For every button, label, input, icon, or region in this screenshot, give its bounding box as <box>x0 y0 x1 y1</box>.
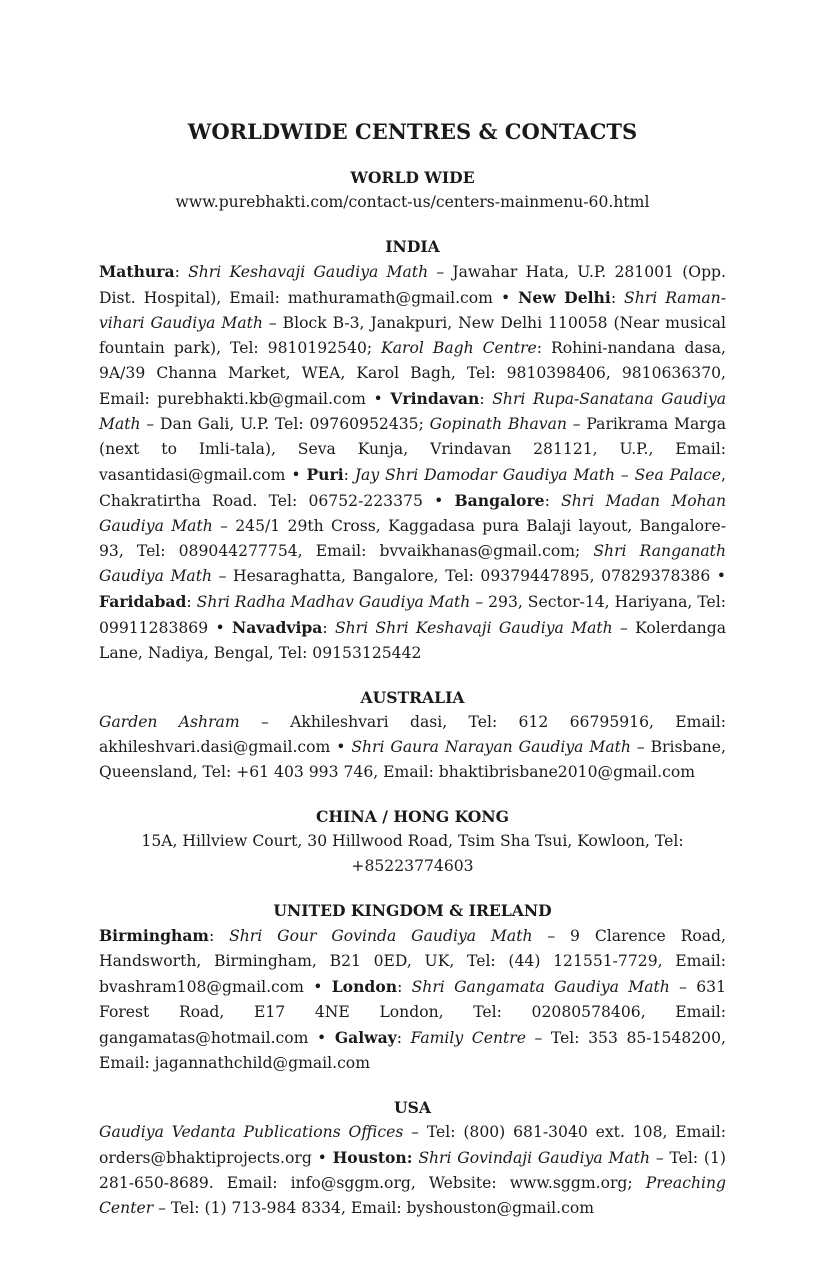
centre-name: Shri Shri Keshavaji Gaudiya Math <box>334 619 613 637</box>
city-name: Bangalore <box>454 491 545 510</box>
region-contacts <box>99 710 726 785</box>
region-heading: CHINA / HONG KONG <box>316 807 509 826</box>
page-title: WORLDWIDE CENTRES & CONTACTS <box>187 119 638 144</box>
centre-name: Shri Ranganath Gaudiya Math <box>99 542 726 585</box>
centre-name: Shri Madan Mohan Gaudiya Math <box>99 492 727 535</box>
city-name: Puri <box>306 465 344 484</box>
contact-text: : <box>479 390 493 408</box>
regions-list <box>99 234 726 1221</box>
centre-name: Shri Rupa-Sanatana Gaudiya Math <box>99 390 726 433</box>
centre-name: Preaching Center <box>99 1174 726 1217</box>
contact-text: : <box>343 466 355 484</box>
centre-name: Garden Ashram <box>99 713 240 731</box>
contact-text: – Tel: 353 85-1548200, Email: jagannathchild@gmail.com <box>99 1029 726 1072</box>
region-section <box>99 898 726 1076</box>
region-heading: UNITED KINGDOM & IRELAND <box>273 901 552 920</box>
region-section <box>99 685 726 785</box>
contact-text: : <box>322 619 335 637</box>
region-heading: USA <box>394 1098 431 1117</box>
region-contacts <box>99 829 726 879</box>
centre-name: Gaudiya Vedanta Publications Offices <box>99 1123 404 1141</box>
city-name: Galway <box>334 1028 397 1047</box>
contact-text: – Tel: (1) 713-984 8334, Email: byshouston@gmail.com <box>153 1199 594 1217</box>
centre-name: Jay Shri Damodar Gaudiya Math – Sea Palace <box>354 466 722 484</box>
city-name: New Delhi <box>518 288 611 307</box>
worldwide-heading: WORLD WIDE <box>350 168 475 187</box>
contact-text: – Akhileshvari dasi, Tel: 612 66795916, Email: akhileshvari.dasi@gmail.com • <box>99 713 726 756</box>
contact-text: – Brisbane, Queensland, Tel: +61 403 993 746, Email: bhaktibrisbane2010@gmail.com <box>99 738 726 781</box>
centre-name: Karol Bagh Centre <box>381 339 537 357</box>
contact-text: – Hesaraghatta, Bangalore, Tel: 09379447895, 07829378386 • <box>212 567 727 585</box>
contact-text: : <box>396 1029 411 1047</box>
contact-text: 15A, Hillview Court, 30 Hillwood Road, Tsim Sha Tsui, Kowloon, Tel: +85223774603 <box>141 832 684 875</box>
contact-text: : <box>208 927 230 945</box>
contact-text: : <box>186 593 197 611</box>
contact-text: – 9 Clarence Road, Handsworth, Birmingham, B21 0ED, UK, Tel: (44) 121551-7729, Email: bvashram108@gmail.com • <box>99 927 726 996</box>
city-name: Mathura <box>99 262 175 281</box>
contact-text: – Kolerdanga Lane, Nadiya, Bengal, Tel: 09153125442 <box>99 619 726 662</box>
centre-name: Shri Gaura Narayan Gaudiya Math <box>351 738 631 756</box>
contact-text: – 293, Sector-14, Hariyana, Tel: 09911283869 • <box>99 593 726 637</box>
centre-name: Shri Keshavaji Gaudiya Math <box>188 263 429 281</box>
region-section <box>99 234 726 666</box>
contact-text: – 631 Forest Road, E17 4NE London, Tel: 02080578406, Email: gangamatas@hotmail.com • <box>99 978 726 1047</box>
contact-text: – Block B-3, Janakpuri, New Delhi 110058 (Near musical fountain park), Tel: 9810192540; <box>99 314 727 357</box>
region-heading: AUSTRALIA <box>360 688 465 707</box>
centre-name: Shri Gangamata Gaudiya Math <box>411 978 670 996</box>
contact-text: : <box>397 978 412 996</box>
region-contacts <box>99 1120 726 1221</box>
city-name: Houston: <box>332 1148 413 1167</box>
contact-text: – Dan Gali, U.P. Tel: 09760952435; <box>140 415 430 433</box>
contact-text: – Jawahar Hata, U.P. 281001 (Opp. Dist. Hospital), Email: mathuramath@gmail.com • <box>99 263 726 307</box>
contact-text: : Rohini-nandana dasa, 9A/39 Channa Market, WEA, Karol Bagh, Tel: 9810398406, 9810636370, Email: purebhakti.kb@gmail.com • <box>99 339 726 408</box>
contact-text: : <box>544 492 562 510</box>
contact-text: – 245/1 29th Cross, Kaggadasa pura Balaji layout, Bangalore-93, Tel: 089044277754, Email: bvvaikhanas@gmail.com; <box>99 517 726 560</box>
worldwide-section <box>99 165 726 215</box>
city-name: Vrindavan <box>390 389 480 408</box>
city-name: London <box>331 977 398 996</box>
region-contacts <box>99 923 726 1076</box>
contact-text: – Parikrama Marga (next to Imli-tala), Seva Kunja, Vrindavan 281121, U.P., Email: vasantidasi@gmail.com • <box>99 415 726 484</box>
contact-text: : <box>610 289 625 307</box>
contact-text: , Chakratirtha Road. Tel: 06752-223375 • <box>99 466 726 510</box>
centre-name: Shri Radha Madhav Gaudiya Math <box>196 593 471 611</box>
city-name: Faridabad <box>99 592 187 611</box>
region-section <box>99 804 726 879</box>
worldwide-url[interactable]: www.purebhakti.com/contact-us/centers-mainmenu-60.html <box>175 193 650 211</box>
centre-name: Shri Raman-vihari Gaudiya Math <box>99 289 726 332</box>
city-name: Birmingham <box>99 926 209 945</box>
region-contacts <box>99 259 726 666</box>
contact-text: – Tel: (800) 681-3040 ext. 108, Email: orders@bhaktiprojects.org • <box>99 1123 726 1167</box>
contact-text: : <box>174 263 189 281</box>
region-heading: INDIA <box>385 237 440 256</box>
city-name: Navadvipa <box>231 618 323 637</box>
document-page <box>99 118 726 1240</box>
centre-name: Family Centre <box>410 1029 526 1047</box>
region-section <box>99 1095 726 1221</box>
centre-name: Shri Gour Govinda Gaudiya Math <box>229 927 533 945</box>
contact-text: – Tel: (1) 281-650-8689. Email: info@sggm.org, Website: www.sggm.org; <box>99 1149 726 1192</box>
centre-name: Shri Govindaji Gaudiya Math <box>418 1149 651 1167</box>
centre-name: Gopinath Bhavan <box>429 415 567 433</box>
